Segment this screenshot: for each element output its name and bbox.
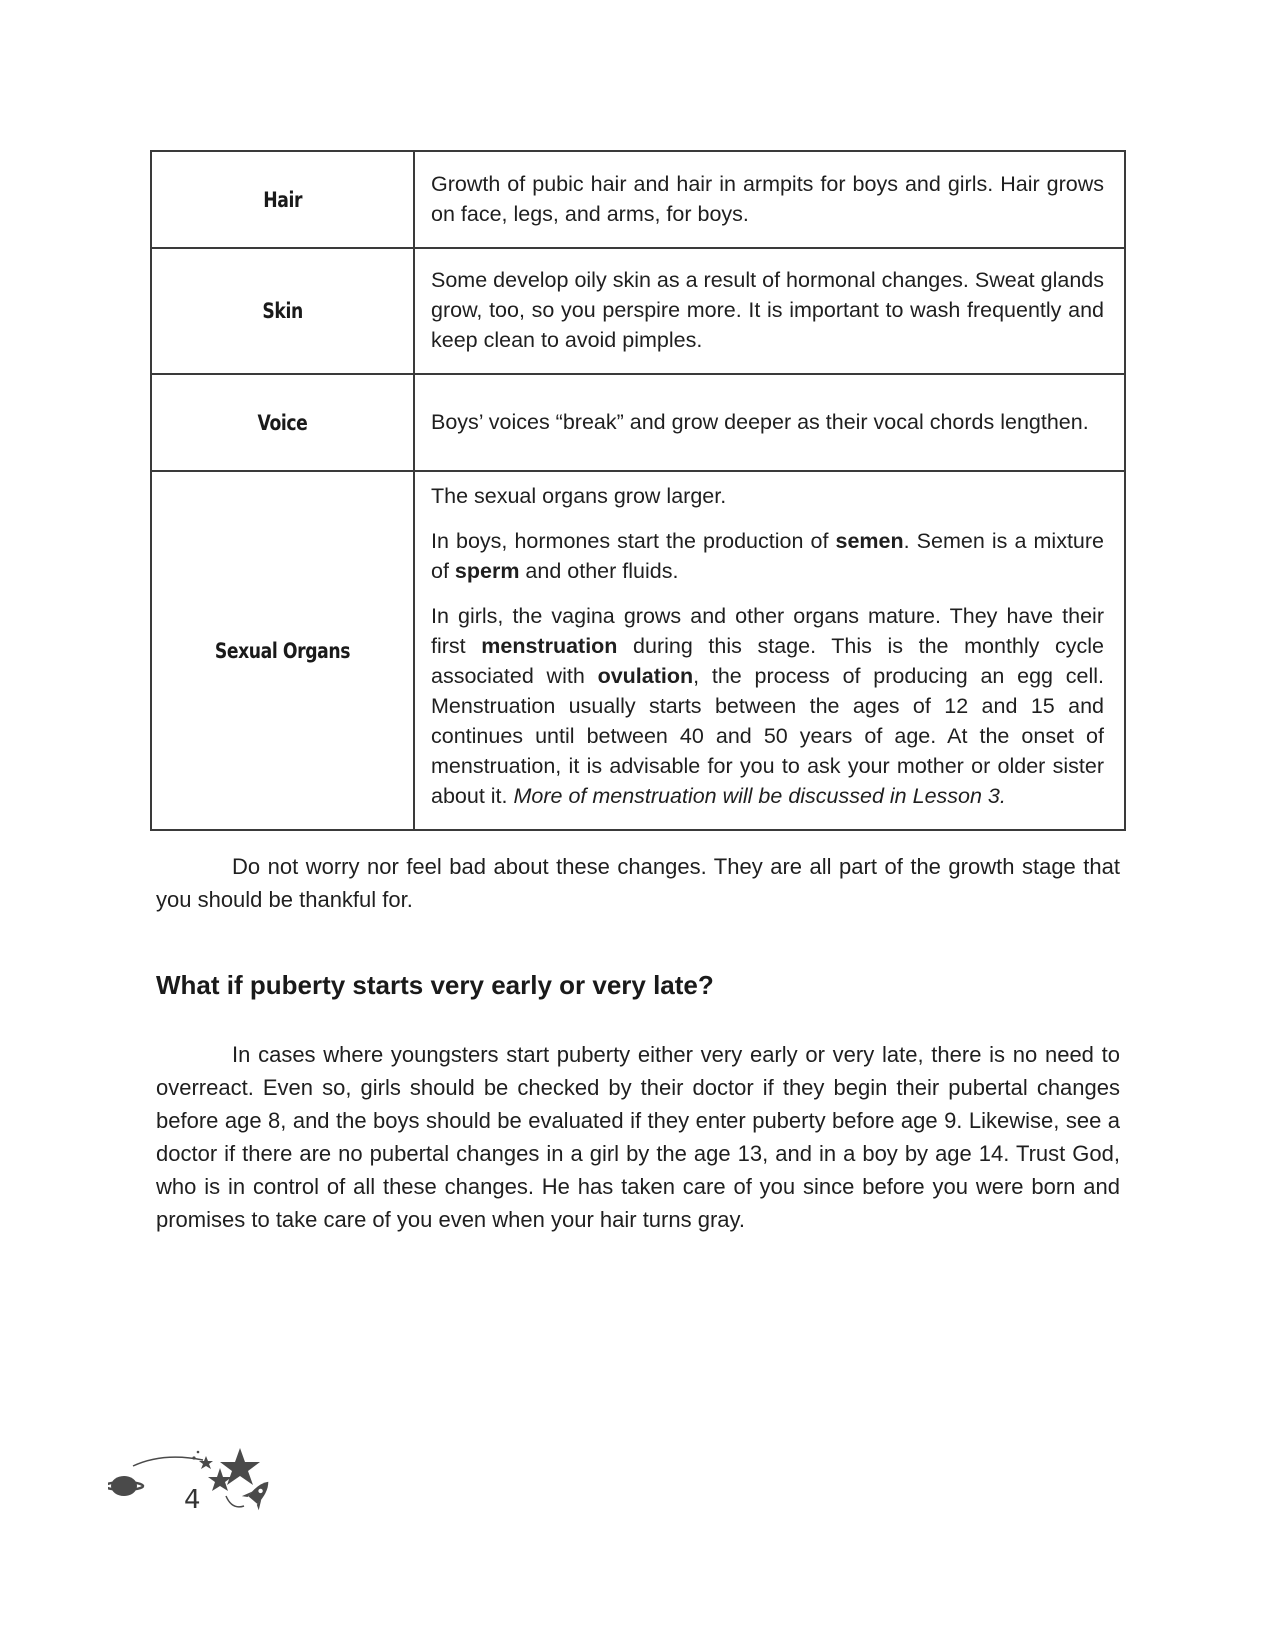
- section-heading: What if puberty starts very early or very late?: [156, 970, 714, 1000]
- description-paragraph: [431, 407, 1104, 437]
- text-run: The sexual organs grow larger.: [431, 484, 727, 508]
- text-run: Boys’ voices “break” and grow deeper as their vocal chords lengthen.: [431, 409, 1089, 434]
- description-paragraph: [431, 526, 1104, 586]
- key-term: sperm: [454, 559, 520, 583]
- note-text: More of menstruation will be discussed in Lesson 3.: [513, 784, 1006, 808]
- rocket-trail: [226, 1496, 244, 1507]
- text-run: In girls, the vagina grows and other organs mature. They have their first: [431, 604, 1104, 658]
- star-icon: [199, 1456, 213, 1469]
- paragraph-text: Do not worry nor feel bad about these changes. They are all part of the growth stage that you should be thankful for.: [156, 854, 1120, 912]
- description-paragraph: [431, 601, 1104, 811]
- text-run: In boys, hormones start the production of: [431, 529, 836, 553]
- text-run: Some develop oily skin as a result of hormonal changes. Sweat glands grow, too, so you perspire more. It is important to wash frequently and keep clean to avoid pimples.: [431, 268, 1104, 352]
- table-row-voice: [151, 374, 1125, 471]
- description-paragraph: [431, 265, 1104, 355]
- row-label-cell: [151, 248, 414, 374]
- table-row-hair: [151, 151, 1125, 248]
- paragraph-text: In cases where youngsters start puberty either very early or very late, there is no need to overreact. Even so, girls should be checked by their doctor if they begin their pubertal changes before age 8, and the boys should be evaluated if they enter puberty before age 9. Likewise, see a doctor if there are no pubertal changes in a girl by the age 13, and in a boy by age 14. Trust God, who is in control of all these changes. He has taken care of you since before you were born and promises to take care of you even when your hair turns gray.: [156, 1042, 1120, 1232]
- row-description-cell: [414, 471, 1125, 830]
- text-run: Growth of pubic hair and hair in armpits for boys and girls. Hair grows on face, legs, and arms, for boys.: [431, 171, 1104, 226]
- row-label: Voice: [257, 410, 308, 435]
- text-run: . Semen is a mixture of: [431, 529, 1104, 583]
- row-description-cell: [414, 248, 1125, 374]
- page-number: 4: [184, 1485, 201, 1515]
- row-label-cell: [151, 151, 414, 248]
- paragraph-early-late-puberty: [156, 1038, 1120, 1236]
- table-body: [151, 151, 1125, 830]
- text-run: during this stage. This is the monthly cycle associated with: [431, 634, 1104, 688]
- description-paragraph: [431, 481, 1104, 511]
- row-label: Hair: [263, 187, 302, 212]
- row-label-cell: [151, 471, 414, 830]
- planet-icon: [108, 1476, 143, 1496]
- table-row-skin: [151, 248, 1125, 374]
- key-term: semen: [835, 529, 904, 553]
- text-run: and other fluids.: [519, 559, 679, 583]
- row-description-cell: [414, 151, 1125, 248]
- star-icon: [197, 1451, 200, 1454]
- description-paragraph: [431, 169, 1104, 229]
- row-label: Skin: [262, 299, 303, 323]
- star-icon: [208, 1468, 232, 1491]
- table-row-sexual-organs: [151, 471, 1125, 830]
- key-term: menstruation: [481, 634, 618, 658]
- key-term: ovulation: [597, 664, 694, 688]
- row-description-cell: [414, 374, 1125, 471]
- text-run: , the process of producing an egg cell. Menstruation usually starts between the ages of 12 and 15 and continues until between 40 and 50 years of age. At the onset of menstruation, it is advisable for you to ask your mother or older sister about it.: [431, 664, 1105, 808]
- paragraph-changes-reassurance: [156, 850, 1120, 916]
- star-icon: [192, 1456, 195, 1459]
- puberty-changes-table: [150, 150, 1126, 831]
- row-label-cell: [151, 374, 414, 471]
- row-label: Sexual Organs: [214, 638, 351, 663]
